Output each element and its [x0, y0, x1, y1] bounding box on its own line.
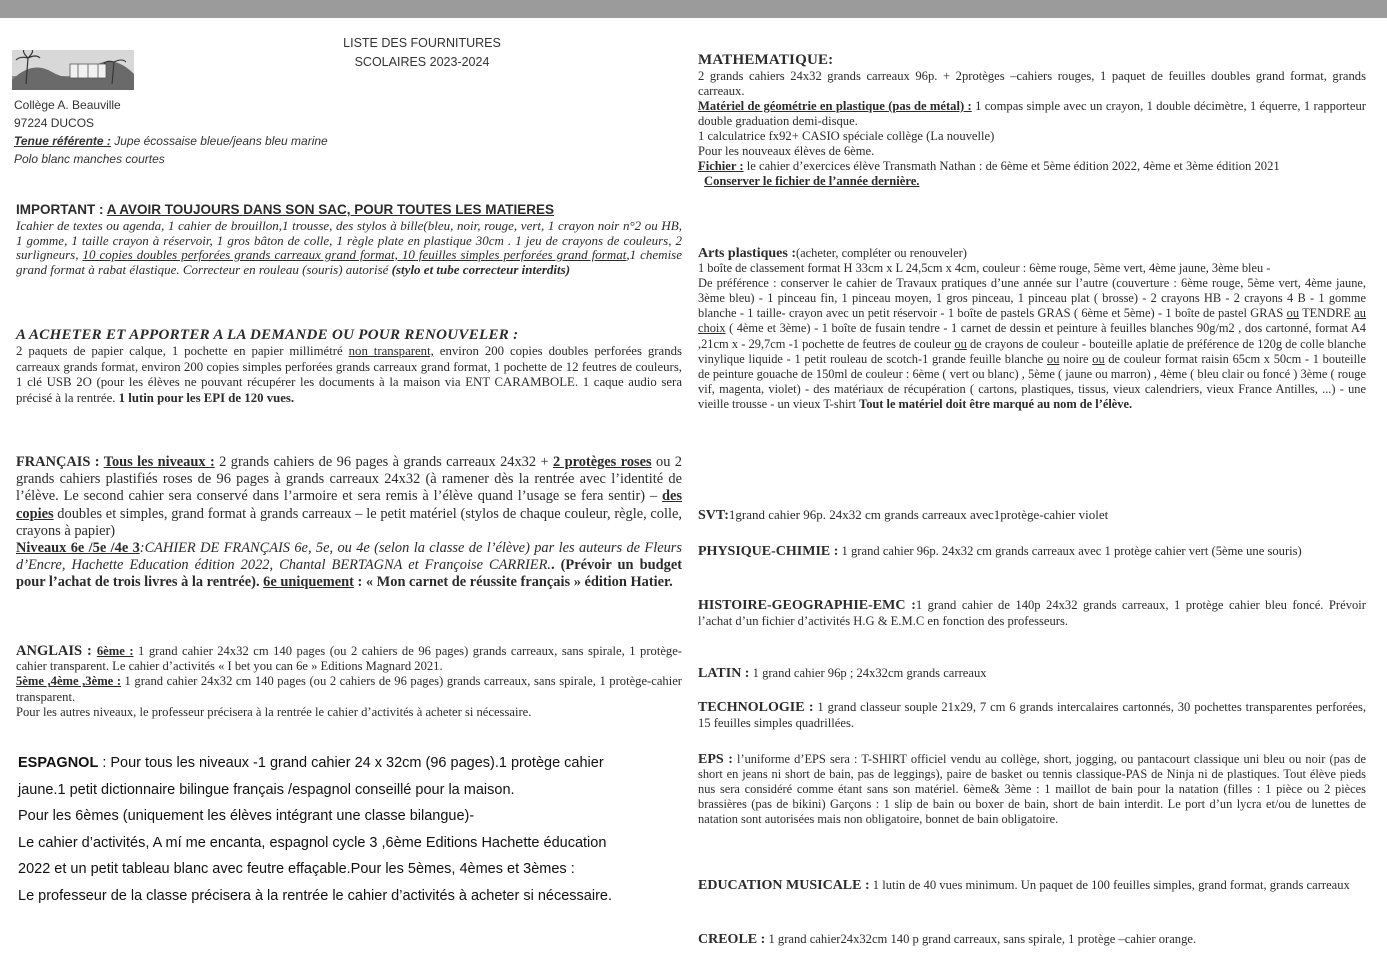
techno-section: [698, 700, 1366, 730]
maths-heading: MATHEMATIQUE:: [698, 52, 834, 68]
arts-text-2e: noire: [1059, 351, 1093, 366]
histoire-section: [698, 598, 1366, 628]
latin-label: LATIN :: [698, 666, 750, 681]
arts-label: Arts plastiques :: [698, 246, 797, 261]
francais-cahier: :CAHIER DE FRANÇAIS 6e, 5e, ou 4e (selon la classe de l’élève) par les auteurs de Fleurs d’Encre, Hachette Education édition 2022, Chantal BERTAGNA et Françoise CARRIER.: [16, 540, 682, 574]
espagnol-line-1-text: : Pour tous les niveaux -1 grand cahier 24 x 32cm (96 pages).1 protège cahier: [98, 755, 604, 771]
eps-label: EPS :: [698, 752, 733, 767]
eps-text-1: l’uniforme d’EPS sera : T-SHIRT officiel vendu au collège, short, jogging, ou pantacourt classique uni bleu ou noir (pas de short en jeans ni short de bain, pas de leggings), paire de basket ou tennis classique-PAS de Ninja ni de plastiques. Tout élève pieds nus sera considéré comme étant sans son matériel. 6ème& 3ème : 1 maillot de bain pour la natation (filles : 1 pièce ou 2 pièces brassières (pas de bikini) Garçons : 1 slip de bain ou boxer de bain, short de bain interdit. Le port d’un lycra et/ou de lunettes de natation sont autorisées mais non obligatoire, bonnet de bain obligatoire.: [698, 752, 1367, 827]
francais-label: FRANÇAIS :: [16, 454, 104, 470]
maths-text-4: Pour les nouveaux élèves de 6ème.: [698, 144, 875, 158]
maths-fichier: Fichier :: [698, 159, 744, 173]
maths-text-5: le cahier d’exercices élève Transmath Nathan : de 6ème et 5ème édition 2022, 4ème et 3ème édition 2021: [743, 159, 1280, 173]
eps-text: [698, 752, 1366, 827]
acheter-section: [16, 326, 682, 406]
espagnol-line-4: Le cahier d’activités, A mí me encanta, espagnol cycle 3 ,6ème Editions Hachette éducation: [18, 834, 607, 851]
creole-section: [698, 932, 1366, 948]
creole-text: [698, 932, 1366, 948]
histoire-label: HISTOIRE-GEOGRAPHIE-EMC :: [698, 598, 916, 613]
important-text: [16, 219, 682, 277]
physique-text: [698, 544, 1366, 560]
svt-text-1: 1grand cahier 96p. 24x32 cm grands carreaux avec1protège-cahier violet: [728, 507, 1109, 522]
anglais-text-1: 1 grand cahier 24x32 cm 140 pages (ou 2 cahiers de 96 pages) grands carreaux, sans spirale, 1 protège-cahier transparent. Le cahier d’activités « I bet you can 6e » Editions Magnard 2021.: [16, 644, 682, 674]
latin-text: [698, 666, 1366, 682]
anglais-label: ANGLAIS :: [16, 643, 97, 659]
important-section: [16, 202, 682, 277]
acheter-text-underlined: non transparent,: [348, 344, 434, 358]
acheter-text-1: 2 paquets de papier calque, 1 pochette en papier millimétré: [16, 344, 349, 358]
arts-text-2c: ( 4ème et 3ème) - 1 boîte de fusain tendre - 1 carnet de dessin et peinture à feuilles blanches 90g/m2 , dos cartonné, format A4 ,21cm x - 29,7cm -1 pochette de feutres de couleur: [698, 321, 1366, 351]
important-heading: [16, 202, 682, 217]
physique-section: [698, 544, 1366, 560]
maths-text-3: 1 calculatrice fx92+ CASIO spéciale collège (La nouvelle): [698, 129, 995, 143]
musique-text: [698, 878, 1366, 894]
espagnol-section: [18, 750, 708, 909]
espagnol-label: ESPAGNOL: [18, 755, 99, 771]
arts-text-2b: TENDRE: [1299, 306, 1355, 321]
musique-section: [698, 878, 1366, 894]
francais-carnet: : « Mon carnet de réussite français » édition Hatier.: [353, 574, 673, 591]
school-address: [14, 96, 414, 168]
arts-ou-4: ou: [1092, 351, 1105, 366]
francais-proteges: 2 protèges roses: [553, 454, 652, 470]
svt-label: SVT:: [698, 508, 729, 523]
eps-section: [698, 752, 1366, 827]
espagnol-line-1: [18, 750, 708, 777]
maths-section: [698, 52, 1366, 189]
important-text-1: Icahier de textes ou agenda, 1 cahier de brouillon,1 trousse, des stylos à bille(bleu, noir, rouge, vert, 1 crayon noir n°2 ou HB, 1 gomme, 1 taille crayon à réservoir, 1 gros bâton de colle, 1 règle plate en plastique 30cm . 1 jeu de crayons de couleurs, 2 surligneurs,: [16, 218, 682, 263]
anglais-text-2: 1 grand cahier 24x32 cm 140 pages (ou 2 cahiers de 96 pages) grands carreaux, sans spirale, 1 protège-cahier transparent.: [16, 674, 682, 704]
espagnol-line-5: 2022 et un petit tableau blanc avec feutre effaçable.Pour les 5èmes, 4èmes et 3èmes :: [18, 861, 575, 877]
arts-ou-2: ou: [954, 336, 967, 351]
acheter-text-2: environ 200 copies doubles perforées grands carreaux grands format, environ 200 copies simples perforées grands carreaux grand format, 1 pochette de 12 feutres de couleurs, 1 clé USB 2O (pour les élèves ne pouvant récupérer les documents à la maison via ENT CARAMBOLE. 1 caque audio sera précisé à la rentrée.: [16, 344, 682, 405]
arts-ou-3: ou: [1047, 351, 1060, 366]
acheter-text-bold: 1 lutin pour les EPI de 120 vues.: [118, 390, 295, 405]
latin-text-1: 1 grand cahier 96p ; 24x32cm grands carreaux: [749, 666, 987, 680]
musique-text-1: 1 lutin de 40 vues minimum. Un paquet de 100 feuilles simples, grand format, grands carreaux: [869, 878, 1350, 892]
arts-text: [698, 246, 1366, 412]
arts-ou-1: ou: [1286, 306, 1300, 321]
histoire-text: [698, 598, 1366, 628]
important-label: IMPORTANT :: [16, 202, 107, 217]
arts-au-choix: au choix: [698, 306, 1366, 336]
espagnol-line-3: Pour les 6èmes (uniquement les élèves intégrant une classe bilangue)-: [18, 808, 475, 824]
francais-text-2: ou 2 grands cahiers plastifiés roses de 96 pages à grands carreaux 24x32 (à ramener dès la rentrée avec l’identité de l’élève. Le second cahier sera conservé dans l’armoire et sera remis à l’élève quand l’usage se fera sentir) –: [16, 454, 683, 505]
arts-text-1: 1 boîte de classement format H 33cm x L 24,5cm x 4cm, couleur : 6ème rouge, 5ème vert, 4ème jaune, 3ème bleu -: [698, 261, 1271, 276]
maths-text: [698, 69, 1366, 189]
physique-label: PHYSIQUE-CHIMIE :: [698, 544, 839, 559]
espagnol-line-6: Le professeur de la classe précisera à la rentrée le cahier d’activités à acheter si nécessaire.: [18, 887, 612, 904]
techno-text: [698, 700, 1366, 730]
espagnol-line-2: jaune.1 petit dictionnaire bilingue français /espagnol conseillé pour la maison.: [18, 781, 515, 798]
arts-section: [698, 246, 1366, 412]
important-label-underlined: A AVOIR TOUJOURS DANS SON SAC, POUR TOUTES LES MATIERES: [106, 202, 555, 217]
acheter-heading: A ACHETER ET APPORTER A LA DEMANDE OU POUR RENOUVELER :: [16, 327, 519, 343]
arts-text-2f: de couleur format raisin 65cm x 50cm - 1 bouteille de peinture gouache de 150ml de couleur : 6ème ( vert ou blanc) , 5ème ( jaune ou marron) , 4ème ( bleu clair ou foncé ) 3ème ( rouge vif, magenta, violet) - des matériaux de récupération ( cartons, plastiques, tissus, vieux calendriers, vieux France Antilles, ...) - une vieille trousse - un vieux T-shirt: [698, 351, 1367, 411]
francais-section: [16, 454, 682, 592]
maths-conserver: Conserver le fichier de l’année dernière.: [704, 174, 920, 188]
musique-label: EDUCATION MUSICALE :: [698, 878, 870, 893]
anglais-6eme: 6ème :: [96, 644, 134, 658]
techno-text-1: 1 grand classeur souple 21x29, 7 cm 6 grands intercalaires cartonnés, 30 pochettes transparentes perforées, 15 feuilles simples quadrillées.: [698, 700, 1367, 730]
arts-bold: Tout le matériel doit être marqué au nom de l’élève.: [859, 396, 1133, 411]
svt-section: [698, 508, 1366, 524]
maths-text-2: 1 compas simple avec un crayon, 1 double décimètre, 1 équerre, 1 rapporteur double graduation demi-disque.: [698, 99, 1366, 128]
school-logo-image: [12, 50, 134, 90]
francais-copies: des copies: [16, 488, 682, 522]
francais-niveaux-6-5-4-3: Niveaux 6e /5e /4e 3: [16, 540, 140, 557]
school-city: 97224 DUCOS: [14, 116, 95, 130]
francais-text-3: doubles et simples, grand format à grands carreaux – le petit matériel (stylos de chaque couleur, règle, colle, crayons à papier): [16, 505, 682, 539]
francais-niveaux: Tous les niveaux :: [103, 454, 215, 470]
latin-section: [698, 666, 1366, 682]
francais-6e-uniquement: 6e uniquement: [263, 574, 354, 591]
maths-text-1: 2 grands cahiers 24x32 grands carreaux 96p. + 2protèges –cahiers rouges, 1 paquet de feuilles doubles grand format, grands carreaux.: [698, 69, 1366, 98]
important-text-2: ,1 chemise grand format à rabat élastique. Correcteur en rouleau (souris) autorisé: [16, 247, 683, 277]
maths-geometrie: Matériel de géométrie en plastique (pas de métal) :: [698, 99, 972, 113]
title-line-1: LISTE DES FOURNITURES: [343, 36, 501, 50]
dress-code-label: Tenue référente :: [14, 134, 111, 148]
svt-text: [698, 508, 1366, 524]
important-text-underlined: 10 copies doubles perforées grands carreaux grand format, 10 feuilles simples perforées grand format: [82, 247, 627, 263]
techno-label: TECHNOLOGIE :: [698, 700, 814, 715]
document-title: [302, 34, 542, 72]
dress-code-line-1: [14, 132, 414, 150]
important-text-bold: (stylo et tube correcteur interdits): [391, 261, 571, 277]
dress-code-line-2: Polo blanc manches courtes: [14, 152, 165, 166]
viewer-top-bar: [0, 0, 1387, 18]
creole-label: CREOLE :: [698, 932, 766, 947]
arts-text-2a: De préférence : conserver le cahier de Travaux pratiques d’une année sur l’autre (couverture : 6ème rouge, 5ème vert, 4ème jaune, 3ème bleu) - 1 pinceau fin, 1 pinceau moyen, 1 gros pinceau, 1 pinceau plat ( brosse) - 2 crayons HB - 2 crayons 4 B - 1 gomme blanche - 1 taille- crayon avec un petit réservoir - 1 boîte de pastels GRAS ( 6ème et 5ème) - 1 boîte de pastel GRAS: [698, 276, 1366, 321]
anglais-autres: 5ème ,4ème ,3ème :: [16, 674, 122, 689]
francais-budget: . (Prévoir un budget pour l’achat de trois livres à la rentrée).: [16, 557, 682, 591]
francais-text-1: 2 grands cahiers de 96 pages à grands carreaux 24x32 +: [214, 454, 553, 470]
school-name: Collège A. Beauville: [14, 98, 121, 112]
acheter-text: [16, 344, 682, 406]
anglais-text: [16, 644, 682, 720]
arts-text-2d: de crayons de couleur - bouteille aplatie de préférence de 120g de colle blanche vinylique liquide - 1 petit rouleau de scotch-1 grande feuille blanche: [698, 336, 1366, 366]
francais-text: [16, 454, 682, 592]
physique-text-1: 1 grand cahier 96p. 24x32 cm grands carreaux avec 1 protège cahier vert (5ème une souris): [838, 544, 1302, 558]
histoire-text-1: 1 grand cahier de 140p 24x32 grands carreaux, 1 protège cahier bleu foncé. Prévoir l’achat d’un fichier d’activités H.G & E.M.C en fonction des professeurs.: [698, 598, 1366, 628]
arts-label-small: (acheter, compléter ou renouveler): [796, 246, 967, 260]
anglais-text-3: Pour les autres niveaux, le professeur précisera à la rentrée le cahier d’activités à acheter si nécessaire.: [16, 704, 532, 719]
dress-code-text: Jupe écossaise bleue/jeans bleu marine: [110, 134, 328, 148]
anglais-section: [16, 644, 682, 720]
title-line-2: SCOLAIRES 2023-2024: [354, 55, 490, 69]
creole-text-1: 1 grand cahier24x32cm 140 p grand carreaux, sans spirale, 1 protège –cahier orange.: [765, 932, 1197, 946]
